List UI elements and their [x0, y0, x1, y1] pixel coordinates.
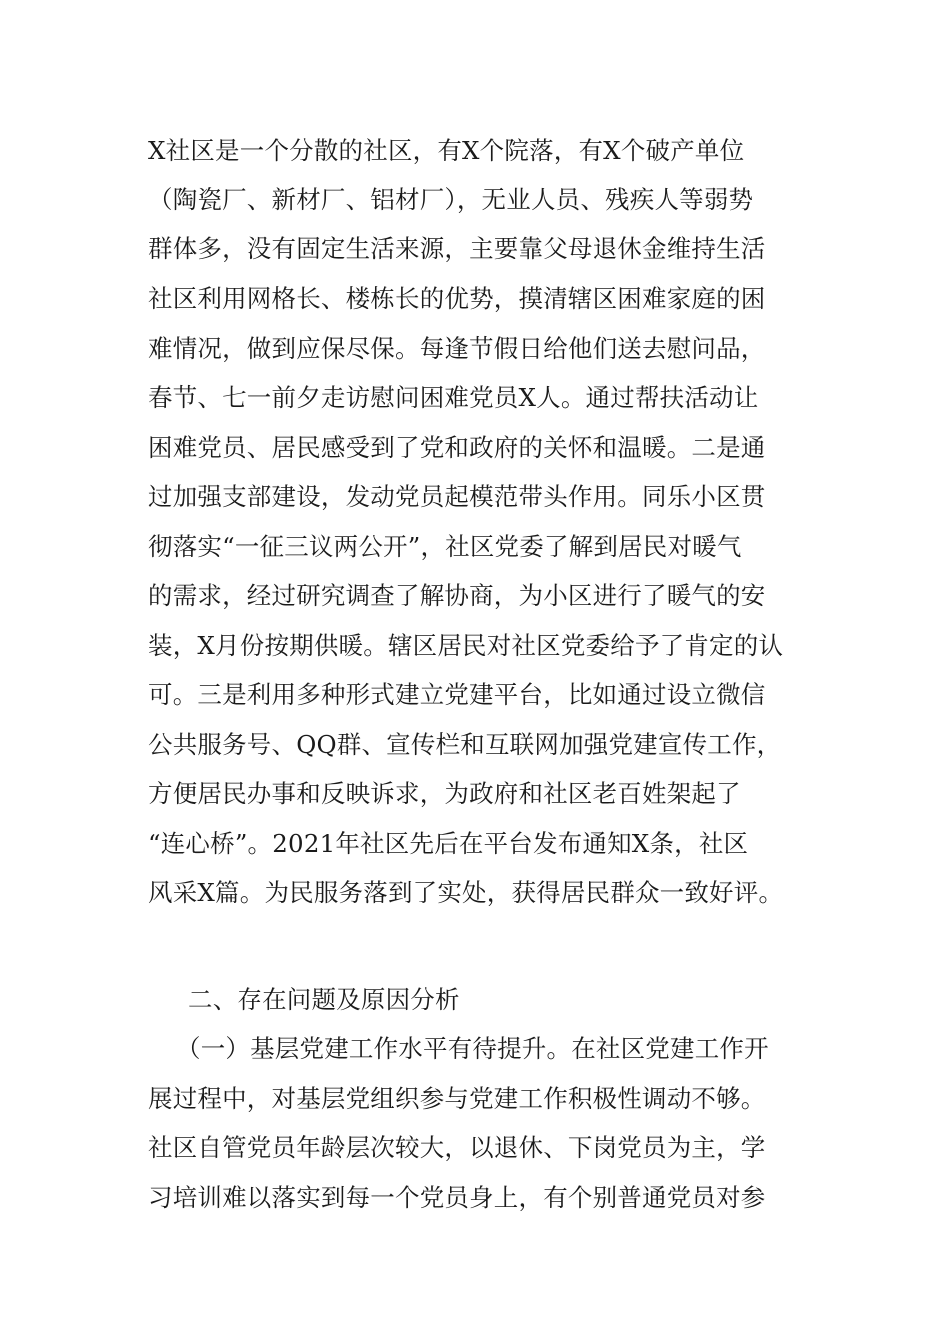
paragraph-line: 过加强支部建设，发动党员起模范带头作用。同乐小区贯	[148, 482, 766, 511]
paragraph-line: 公共服务号、QQ群、宣传栏和互联网加强党建宣传工作，	[148, 730, 782, 759]
paragraph-line: 方便居民办事和反映诉求，为政府和社区老百姓架起了	[148, 779, 741, 808]
paragraph-line: “连心桥”。2021年社区先后在平台发布通知X条，社区	[148, 829, 749, 858]
paragraph-line: X社区是一个分散的社区，有X个院落，有X个破产单位	[148, 136, 745, 165]
paragraph-line: （陶瓷厂、新材厂、铝材厂），无业人员、残疾人等弱势	[148, 185, 754, 214]
paragraph-line: 可。三是利用多种形式建立党建平台，比如通过设立微信	[148, 680, 766, 709]
section-heading: 二、存在问题及原因分析	[188, 985, 460, 1014]
paragraph-line: 社区自管党员年龄层次较大，以退休、下岗党员为主，学	[148, 1133, 766, 1162]
paragraph-line: 难情况，做到应保尽保。每逢节假日给他们送去慰问品，	[148, 334, 766, 363]
paragraph-line: （一）基层党建工作水平有待提升。在社区党建工作开	[176, 1034, 769, 1063]
paragraph-line: 彻落实“一征三议两公开”，社区党委了解到居民对暖气	[148, 532, 742, 561]
paragraph-line: 群体多，没有固定生活来源，主要靠父母退休金维持生活	[148, 234, 766, 263]
paragraph-line: 困难党员、居民感受到了党和政府的关怀和温暖。二是通	[148, 433, 766, 462]
paragraph-line: 装，X月份按期供暖。辖区居民对社区党委给予了肯定的认	[148, 631, 784, 660]
paragraph-line: 风采X篇。为民服务落到了实处，获得居民群众一致好评。	[148, 878, 784, 907]
paragraph-line: 展过程中，对基层党组织参与党建工作积极性调动不够。	[148, 1084, 766, 1113]
paragraph-line: 习培训难以落实到每一个党员身上，有个别普通党员对参	[148, 1183, 766, 1212]
paragraph-line: 春节、七一前夕走访慰问困难党员X人。通过帮扶活动让	[148, 383, 759, 412]
paragraph-line: 的需求，经过研究调查了解协商，为小区进行了暖气的安	[148, 581, 766, 610]
paragraph-line: 社区利用网格长、楼栋长的优势，摸清辖区困难家庭的困	[148, 284, 766, 313]
